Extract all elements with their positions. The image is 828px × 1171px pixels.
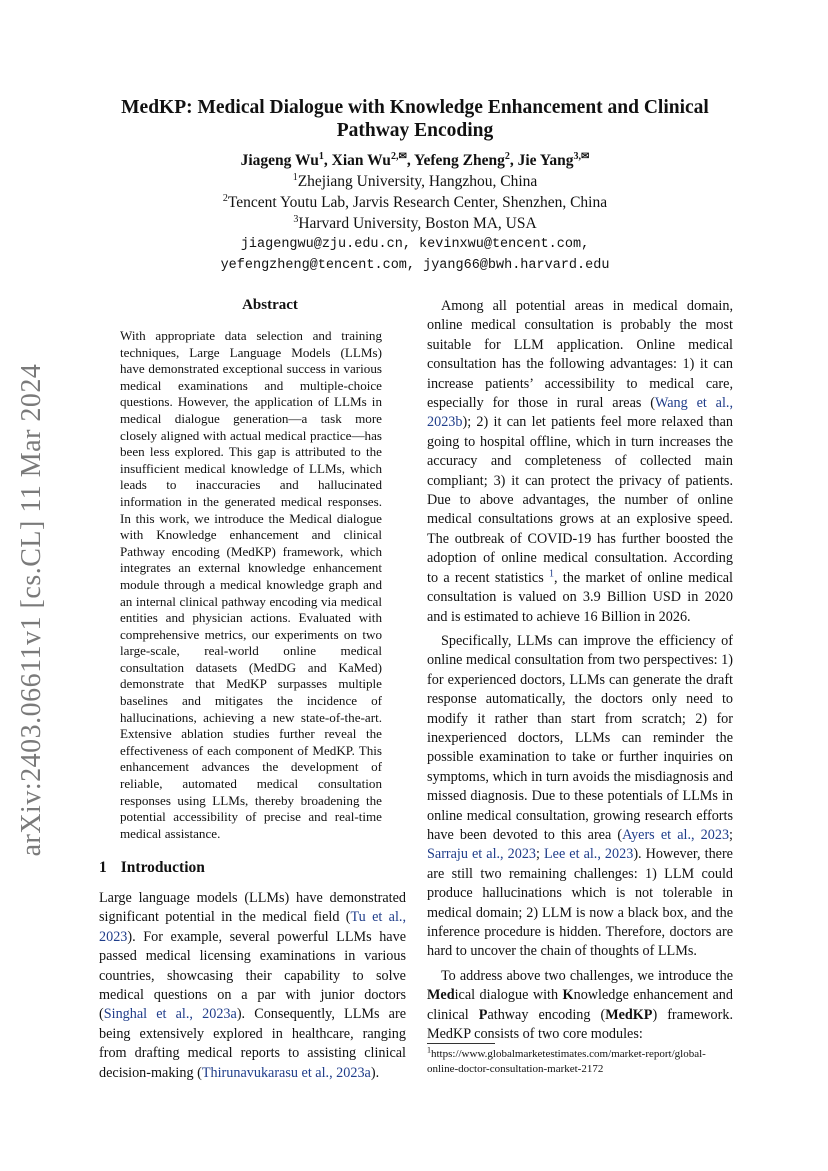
author-name: Jiageng Wu: [240, 152, 319, 169]
author-emails: jiagengwu@zju.edu.cn, kevinxwu@tencent.com,: [240, 237, 590, 252]
citation-link[interactable]: Thirunavukarasu et al., 2023a: [201, 1064, 371, 1081]
paper-title: MedKP: Medical Dialogue with Knowledge Enhancement and Clinical Pathway Encoding: [121, 97, 709, 141]
affiliation: $^2$Tencent Youtu Lab, Jarvis Research Center, Shenzhen, China: [222, 192, 608, 211]
author-name: Jie Yang: [517, 152, 574, 169]
affiliation: $^3$Harvard University, Boston MA, USA: [293, 213, 537, 232]
footnote: [427, 1047, 733, 1076]
citation-link[interactable]: Singhal et al., 2023a: [103, 1006, 237, 1023]
introduction-paragraph: Large language models (LLMs) have demonstrated significant potential in the medical field (Tu et al., 2023). For example, several powerful LLMs have passed medical licensing examinations in various countries, showcasing their capability to solve medical questions on a par with junior doctors (Singhal et al., 2023a). Consequently, LLMs are being extensively explored in healthcare, ranging from drafting medical reports to assisting clinical decision-making (Thirunavukarasu et al., 2023a).: [99, 890, 406, 1081]
author-block: [90, 150, 740, 276]
author-affiliation-mark: 2: [504, 150, 510, 162]
body-paragraph: Among all potential areas in medical domain, online medical consultation is probably the most suitable for LLM application. Online medical consultation has the following advantages: 1) it can increase patients’ accessibility to medical care, especially for those in rural areas (Wang et al., 2023b); 2) it can let patients feel more relaxed than going to hospital offline, which in turn increases the accuracy and completeness of collected main compliant; 3) it can protect the privacy of patients. Due to above advantages, the number of online medical consultations grows at an explosive speed. The outbreak of COVID-19 has further boosted the adoption of online medical consultation. According to a recent statistics $^1$, the market of online medical consultation is valued on 3.9 Billion USD in 2020 and is estimated to achieve 16 Billion in 2026.: [427, 298, 733, 625]
footnote-mark[interactable]: 1: [549, 567, 555, 579]
citation-link[interactable]: Sarraju et al., 2023: [427, 846, 537, 863]
body-paragraph: To address above two challenges, we introduce the Medical dialogue with Knowledge enhancement and clinical Pathway encoding (MedKP) framework. MedKP consists of two core modules:: [427, 967, 733, 1043]
author-names: Jiageng Wu$^1$, Xian $Wu^{2,✉}$, Yefeng Zheng$^2$, Jie Yang$^{3,✉}$: [240, 150, 590, 169]
citation-link[interactable]: Wang et al., 2023b: [427, 395, 733, 431]
section-heading-introduction: [99, 859, 205, 877]
citation-link[interactable]: Ayers et al., 2023: [622, 826, 730, 843]
citation-link[interactable]: Tu et al., 2023: [99, 909, 406, 945]
author-emails: yefengzheng@tencent.com, jyang66@bwh.harvard.edu: [220, 258, 610, 273]
abstract-text: With appropriate data selection and training techniques, Large Language Models (LLMs) have demonstrated exceptional success in various medical examinations and multiple-choice questions. However, the application of LLMs in medical dialogue generation—a task more closely aligned with actual medical practice—has been less explored. This gap is attributed to the insufficient medical knowledge of LLMs, which leads to inaccuracies and hallucinated information in the generated medical responses. In this work, we introduce the Medical dialogue with Knowledge enhancement and clinical Pathway encoding (MedKP) framework, which integrates an external knowledge enhancement module through a medical knowledge graph and an internal clinical pathway encoding via medical entities and physician actions. Evaluated with comprehensive metrics, our experiments on two large-scale, real-world online medical consultation datasets (MedDG and KaMed) demonstrate that MedKP surpasses multiple baselines and mitigates the incidence of hallucinations, achieving a new state-of-the-art. Extensive ablation studies further reveal the effectiveness of each component of MedKP. This enhancement advances the development of reliable, automated medical consultation responses using LLMs, thereby broadening the potential accessibility of precise and real-time medical assistance.: [120, 328, 382, 841]
section-title: Introduction: [120, 859, 205, 876]
arxiv-sidebar: [12, 363, 52, 857]
body-paragraph: Specifically, LLMs can improve the efficiency of online medical consultation from two perspectives: 1) for experienced doctors, LLMs can generate the draft response automatically, the doctors only need to modify it rather than start from scratch; 2) for inexperienced doctors, LLMs can reminder the possible examination to take or further inquiries on symptoms, which in turn avoids the misdiagnosis and missed diagnosis. Due to these potentials of LLMs in online medical consultation, growing research efforts have been devoted to this area (Ayers et al., 2023; Sarraju et al., 2023; Lee et al., 2023). However, there are still two remaining challenges: 1) LLM could produce hallucinations which is not tolerable in medical domain; 2) LLM is now a black box, and the inference procedure is hidden. Therefore, doctors are hard to uncover the chain of thoughts of LLMs.: [427, 632, 733, 960]
author-affiliation-mark: 3,✉: [573, 150, 590, 162]
arxiv-identifier: arXiv:2403.06611v1 [cs.CL] 11 Mar 2024: [16, 363, 47, 857]
right-column: [427, 297, 733, 1044]
section-number: 1: [99, 859, 107, 876]
author-name: Xian Wu: [331, 152, 391, 169]
citation-link[interactable]: Lee et al., 2023: [544, 846, 634, 863]
author-affiliation-mark: 1: [318, 150, 324, 162]
affiliation: $^1$Zhejiang University, Hangzhou, China: [292, 171, 538, 190]
footnote-url[interactable]: https://www.globalmarketestimates.com/market-report/global-online-doctor-consultation-market-2172: [427, 1048, 706, 1075]
author-name: Yefeng Zheng: [414, 152, 505, 169]
footnote-divider: [427, 1043, 495, 1044]
author-affiliation-mark: 2,✉: [390, 150, 407, 162]
footnote-number: 1: [427, 1045, 431, 1055]
abstract-heading: Abstract: [242, 297, 298, 313]
